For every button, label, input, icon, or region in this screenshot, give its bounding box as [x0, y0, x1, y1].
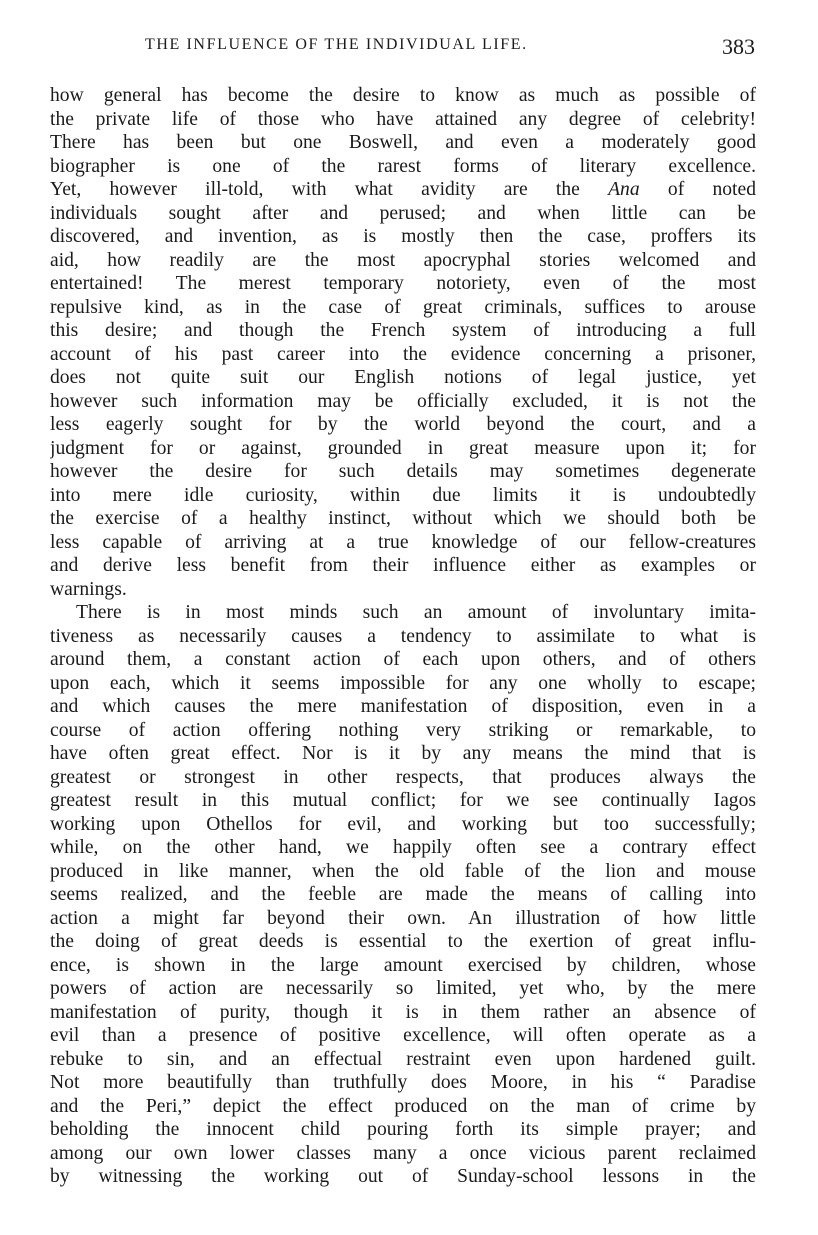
running-head: [145, 34, 765, 64]
text-line: seems realized, and the feeble are made the means of calling into: [50, 884, 756, 905]
text-line: biographer is one of the rarest forms of literary excellence.: [50, 155, 756, 177]
italic-word: Ana: [608, 179, 640, 200]
text-line: however the desire for such details may sometimes degenerate: [50, 461, 756, 482]
text-line: how general has become the desire to know as much as possible of: [50, 85, 756, 106]
text-line: greatest or strongest in other respects, that produces always the: [50, 766, 756, 788]
text-line: powers of action are necessarily so limited, yet who, by the mere: [50, 978, 756, 999]
text-line: evil than a presence of positive excellence, will often operate as a: [50, 1025, 756, 1046]
text-line: less eagerly sought for by the world beyond the court, and a: [50, 414, 756, 435]
text-line: course of action offering nothing very striking or remarkable, to: [50, 719, 756, 741]
text-line: produced in like manner, when the old fable of the lion and mouse: [50, 860, 756, 882]
text-line: while, on the other hand, we happily often see a contrary effect: [50, 837, 756, 858]
text-line: into mere idle curiosity, within due limits it is undoubtedly: [50, 484, 756, 506]
text-line: have often great effect. Nor is it by any means the mind that is: [50, 743, 756, 764]
text-line: action a might far beyond their own. An illustration of how little: [50, 907, 756, 929]
text-line: rebuke to sin, and an effectual restraint even upon hardened guilt.: [50, 1048, 756, 1070]
text-line: individuals sought after and perused; and when little can be: [50, 202, 756, 224]
text-line: the doing of great deeds is essential to the exertion of great influ-: [50, 931, 756, 952]
text-line: however such information may be officially excluded, it is not the: [50, 390, 756, 412]
text-line: working upon Othellos for evil, and working but too successfully;: [50, 813, 756, 835]
text-line: and the Peri,” depict the effect produced on the man of crime by: [50, 1095, 756, 1117]
text-line: upon each, which it seems impossible for any one wholly to escape;: [50, 672, 756, 694]
running-title: THE INFLUENCE OF THE INDIVIDUAL LIFE.: [145, 36, 528, 53]
text-line: and which causes the mere manifestation of disposition, even in a: [50, 696, 756, 717]
text-line: ence, is shown in the large amount exercised by children, whose: [50, 954, 756, 976]
text-line: and derive less benefit from their influence either as examples or: [50, 555, 756, 576]
text-line: around them, a constant action of each upon others, and of others: [50, 649, 756, 670]
text-line: greatest result in this mutual conflict; for we see continually Iagos: [50, 790, 756, 811]
paragraph-end-line: warnings.: [50, 578, 127, 600]
text-line: repulsive kind, as in the case of great criminals, suffices to arouse: [50, 296, 756, 318]
text-line: tiveness as necessarily causes a tendency to assimilate to what is: [50, 625, 756, 647]
body-text: [50, 84, 756, 1189]
text-line: account of his past career into the evidence concerning a prisoner,: [50, 343, 756, 365]
text-line: discovered, and invention, as is mostly then the case, proffers its: [50, 226, 756, 247]
text-line: does not quite suit our English notions of legal justice, yet: [50, 367, 756, 388]
text-line: There has been but one Boswell, and even a moderately good: [50, 132, 756, 153]
text-line: this desire; and though the French system of introducing a full: [50, 320, 756, 341]
text-line: entertained! The merest temporary notoriety, even of the most: [50, 273, 756, 294]
text-line: beholding the innocent child pouring forth its simple prayer; and: [50, 1119, 756, 1140]
text-line: among our own lower classes many a once vicious parent reclaimed: [50, 1142, 756, 1164]
text-line: less capable of arriving at a true knowledge of our fellow-creatures: [50, 531, 756, 553]
text-line: manifestation of purity, though it is in them rather an absence of: [50, 1001, 756, 1023]
page-number: 383: [722, 34, 755, 59]
text-line: the private life of those who have attained any degree of celebrity!: [50, 108, 756, 130]
text-line: by witnessing the working out of Sunday-school lessons in the: [50, 1166, 756, 1187]
text-line: Not more beautifully than truthfully does Moore, in his “ Paradise: [50, 1072, 756, 1093]
paragraph-start-line: There is in most minds such an amount of involuntary imita-: [76, 602, 756, 623]
text-line: the exercise of a healthy instinct, without which we should both be: [50, 508, 756, 529]
text-line: judgment for or against, grounded in great measure upon it; for: [50, 437, 756, 459]
text-line: Yet, however ill-told, with what avidity are the Ana of noted: [50, 179, 756, 200]
text-line: aid, how readily are the most apocryphal stories welcomed and: [50, 249, 756, 271]
